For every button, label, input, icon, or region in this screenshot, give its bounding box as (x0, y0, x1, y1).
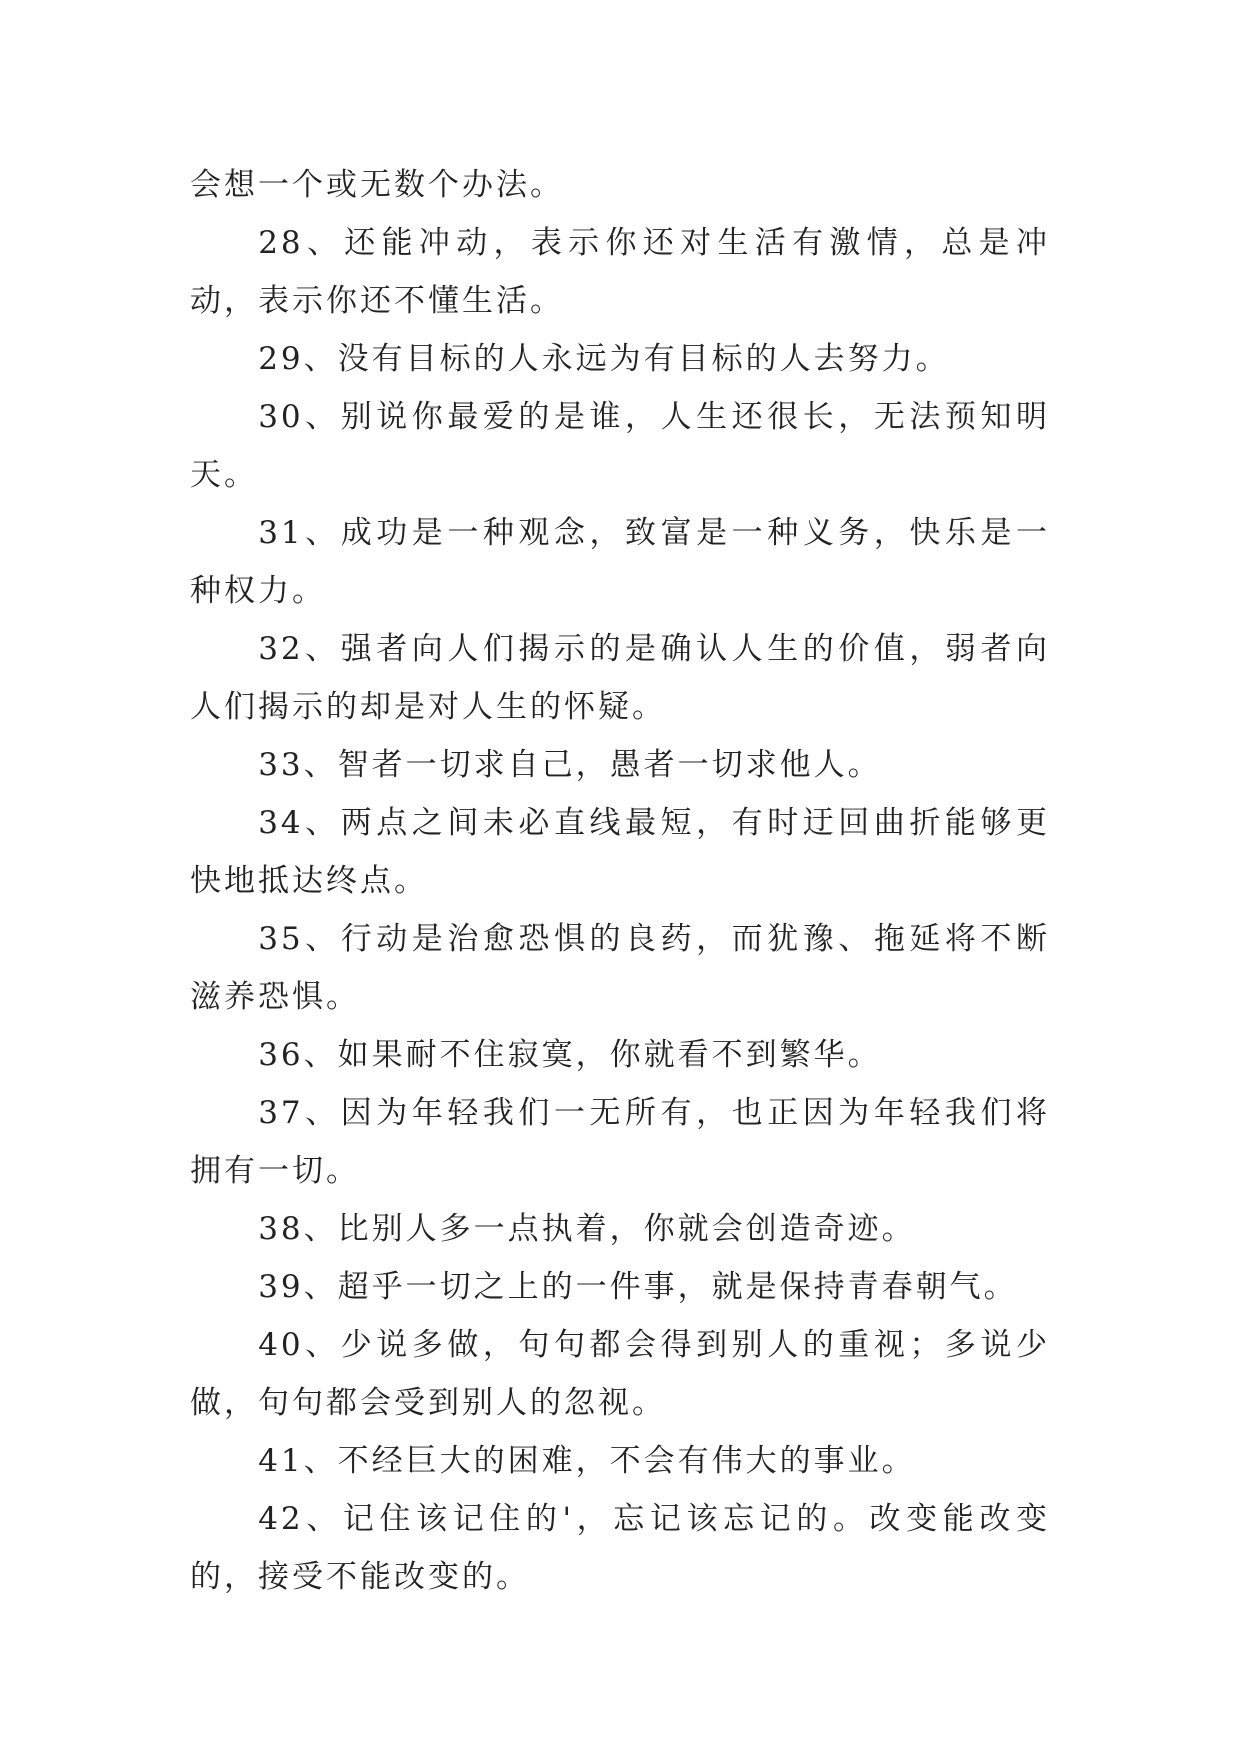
document-body (190, 156, 1050, 1606)
paragraph-28: 28、还能冲动，表示你还对生活有激情，总是冲动，表示你还不懂生活。 (190, 225, 1050, 319)
paragraph-31: 31、成功是一种观念，致富是一种义务，快乐是一种权力。 (190, 515, 1050, 609)
paragraph-35: 35、行动是治愈恐惧的良药，而犹豫、拖延将不断滋养恐惧。 (190, 921, 1050, 1015)
paragraph-33: 33、智者一切求自己，愚者一切求他人。 (258, 747, 882, 783)
paragraph-38: 38、比别人多一点执着，你就会创造奇迹。 (258, 1211, 916, 1247)
paragraph-30: 30、别说你最爱的是谁，人生还很长，无法预知明天。 (190, 399, 1050, 493)
paragraph-continuation: 会想一个或无数个办法。 (190, 167, 564, 203)
paragraph-29: 29、没有目标的人永远为有目标的人去努力。 (258, 341, 950, 377)
paragraph-36: 36、如果耐不住寂寞，你就看不到繁华。 (258, 1037, 882, 1073)
paragraph-37: 37、因为年轻我们一无所有，也正因为年轻我们将拥有一切。 (190, 1095, 1050, 1189)
paragraph-40: 40、少说多做，句句都会得到别人的重视；多说少做，句句都会受到别人的忽视。 (190, 1327, 1050, 1421)
paragraph-42: 42、记住该记住的'，忘记该忘记的。改变能改变的，接受不能改变的。 (190, 1501, 1050, 1595)
paragraph-41: 41、不经巨大的困难，不会有伟大的事业。 (258, 1443, 916, 1479)
paragraph-32: 32、强者向人们揭示的是确认人生的价值，弱者向人们揭示的却是对人生的怀疑。 (190, 631, 1050, 725)
paragraph-34: 34、两点之间未必直线最短，有时迂回曲折能够更快地抵达终点。 (190, 805, 1050, 899)
paragraph-39: 39、超乎一切之上的一件事，就是保持青春朝气。 (258, 1269, 1018, 1305)
